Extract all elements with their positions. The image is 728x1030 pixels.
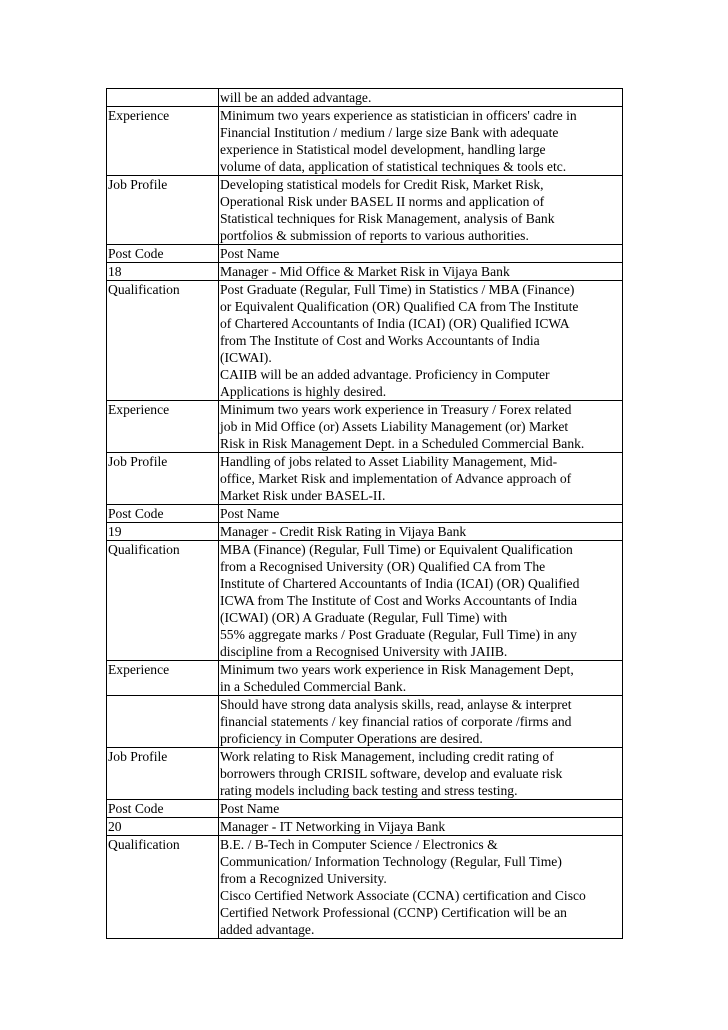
text-line: Manager - Mid Office & Market Risk in Vijaya Bank [220, 264, 510, 279]
row-value [219, 89, 623, 107]
job-details-table [106, 88, 623, 939]
table-row [107, 836, 623, 939]
text-line: Market Risk under BASEL-II. [220, 488, 386, 503]
row-value [219, 748, 623, 800]
table-row [107, 176, 623, 245]
row-label: Experience [107, 401, 219, 453]
text-line: Risk in Risk Management Dept. in a Scheduled Commercial Bank. [220, 436, 585, 451]
row-label [107, 89, 219, 107]
text-line: Manager - IT Networking in Vijaya Bank [220, 819, 446, 834]
row-label: Qualification [107, 541, 219, 661]
row-label [107, 696, 219, 748]
table-row [107, 541, 623, 661]
text-line: Minimum two years work experience in Risk Management Dept, [220, 662, 574, 677]
row-label: 20 [107, 818, 219, 836]
table-row [107, 401, 623, 453]
table-row [107, 107, 623, 176]
text-line: from The Institute of Cost and Works Accountants of India [220, 333, 540, 348]
row-value [219, 836, 623, 939]
text-line: Minimum two years work experience in Treasury / Forex related [220, 402, 572, 417]
table-row [107, 696, 623, 748]
table-row [107, 453, 623, 505]
table-row [107, 661, 623, 696]
text-line: Institute of Chartered Accountants of India (ICAI) (OR) Qualified [220, 576, 580, 591]
text-line: borrowers through CRISIL software, develop and evaluate risk [220, 766, 563, 781]
text-line: ICWA from The Institute of Cost and Works Accountants of India [220, 593, 578, 608]
row-value [219, 176, 623, 245]
row-label: Experience [107, 661, 219, 696]
text-line: rating models including back testing and stress testing. [220, 783, 518, 798]
text-line: in a Scheduled Commercial Bank. [220, 679, 407, 694]
row-label: Qualification [107, 281, 219, 401]
table-row [107, 263, 623, 281]
text-line: portfolios & submission of reports to various authorities. [220, 228, 529, 243]
table-row [107, 523, 623, 541]
text-line: Manager - Credit Risk Rating in Vijaya Bank [220, 524, 467, 539]
text-line: CAIIB will be an added advantage. Proficiency in Computer [220, 367, 550, 382]
text-line: (ICWAI). [220, 350, 272, 365]
row-label: Qualification [107, 836, 219, 939]
document-page [106, 88, 622, 939]
text-line: or Equivalent Qualification (OR) Qualified CA from The Institute [220, 299, 579, 314]
table-row [107, 818, 623, 836]
row-value [219, 800, 623, 818]
table-row [107, 505, 623, 523]
text-line: Developing statistical models for Credit Risk, Market Risk, [220, 177, 544, 192]
text-line: volume of data, application of statistical techniques & tools etc. [220, 159, 567, 174]
row-value [219, 523, 623, 541]
text-line: Handling of jobs related to Asset Liability Management, Mid- [220, 454, 558, 469]
text-line: Certified Network Professional (CCNP) Certification will be an [220, 905, 567, 920]
text-line: Communication/ Information Technology (Regular, Full Time) [220, 854, 562, 869]
text-line: from a Recognised University (OR) Qualified CA from The [220, 559, 546, 574]
text-line: Post Name [220, 506, 280, 521]
row-value [219, 541, 623, 661]
row-label: Job Profile [107, 453, 219, 505]
text-line: of Chartered Accountants of India (ICAI) (OR) Qualified ICWA [220, 316, 570, 331]
text-line: financial statements / key financial ratios of corporate /firms and [220, 714, 572, 729]
text-line: job in Mid Office (or) Assets Liability Management (or) Market [220, 419, 569, 434]
text-line: added advantage. [220, 922, 315, 937]
text-line: proficiency in Computer Operations are desired. [220, 731, 483, 746]
text-line: 55% aggregate marks / Post Graduate (Regular, Full Time) in any [220, 627, 577, 642]
text-line: (ICWAI) (OR) A Graduate (Regular, Full Time) with [220, 610, 508, 625]
row-value [219, 263, 623, 281]
row-label: Experience [107, 107, 219, 176]
row-value [219, 281, 623, 401]
text-line: Post Name [220, 246, 280, 261]
text-line: Applications is highly desired. [220, 384, 387, 399]
row-value [219, 401, 623, 453]
row-value [219, 107, 623, 176]
text-line: Work relating to Risk Management, including credit rating of [220, 749, 554, 764]
row-label: Job Profile [107, 748, 219, 800]
text-line: from a Recognized University. [220, 871, 387, 886]
row-value [219, 245, 623, 263]
row-value [219, 818, 623, 836]
text-line: Financial Institution / medium / large size Bank with adequate [220, 125, 559, 140]
text-line: Cisco Certified Network Associate (CCNA) certification and Cisco [220, 888, 586, 903]
table-row [107, 89, 623, 107]
row-label: Job Profile [107, 176, 219, 245]
row-value [219, 505, 623, 523]
table-row [107, 800, 623, 818]
text-line: will be an added advantage. [220, 90, 372, 105]
text-line: experience in Statistical model development, handling large [220, 142, 546, 157]
text-line: B.E. / B-Tech in Computer Science / Electronics & [220, 837, 498, 852]
row-value [219, 453, 623, 505]
table-row [107, 245, 623, 263]
row-label: Post Code [107, 800, 219, 818]
text-line: Post Name [220, 801, 280, 816]
row-value [219, 696, 623, 748]
table-row [107, 281, 623, 401]
text-line: Statistical techniques for Risk Management, analysis of Bank [220, 211, 555, 226]
text-line: office, Market Risk and implementation of Advance approach of [220, 471, 572, 486]
row-value [219, 661, 623, 696]
text-line: Operational Risk under BASEL II norms and application of [220, 194, 545, 209]
row-label: Post Code [107, 245, 219, 263]
text-line: discipline from a Recognised University with JAIIB. [220, 644, 508, 659]
text-line: Should have strong data analysis skills, read, anlayse & interpret [220, 697, 572, 712]
table-body [107, 89, 623, 939]
table-row [107, 748, 623, 800]
text-line: Post Graduate (Regular, Full Time) in Statistics / MBA (Finance) [220, 282, 575, 297]
text-line: MBA (Finance) (Regular, Full Time) or Equivalent Qualification [220, 542, 573, 557]
row-label: Post Code [107, 505, 219, 523]
text-line: Minimum two years experience as statistician in officers' cadre in [220, 108, 577, 123]
row-label: 18 [107, 263, 219, 281]
row-label: 19 [107, 523, 219, 541]
